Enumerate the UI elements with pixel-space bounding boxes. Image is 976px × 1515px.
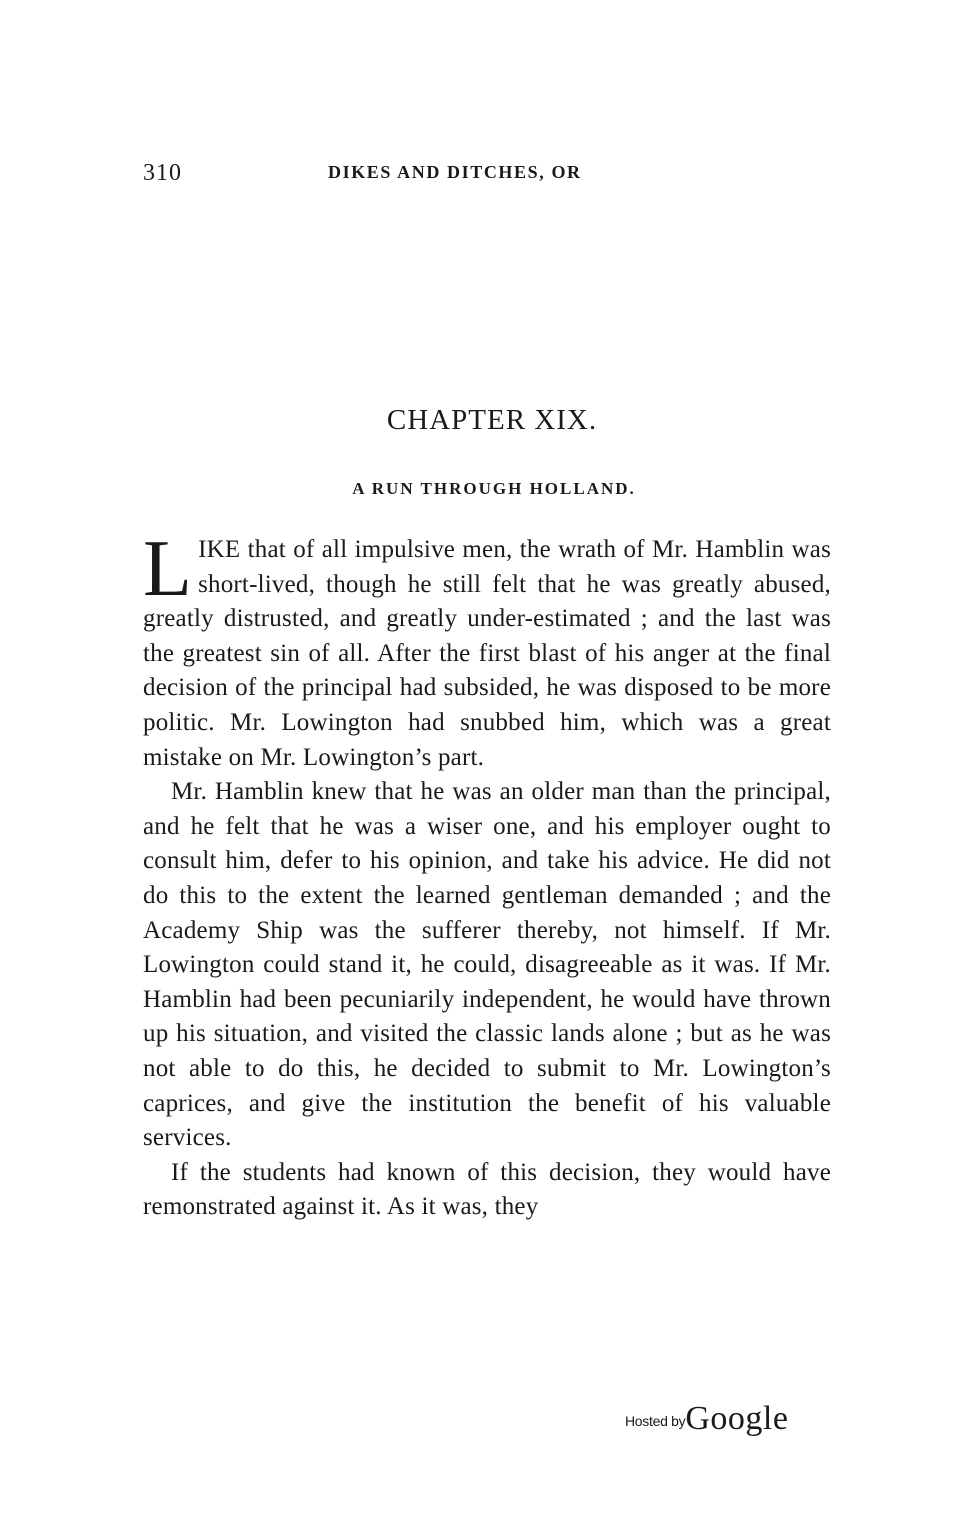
running-title: DIKES AND DITCHES, OR bbox=[328, 162, 582, 182]
chapter-subtitle: A RUN THROUGH HOLLAND. bbox=[352, 479, 636, 498]
running-head bbox=[143, 160, 833, 190]
google-logo: Google bbox=[685, 1400, 789, 1437]
hosted-by-watermark bbox=[625, 1400, 788, 1438]
drop-cap: L bbox=[143, 525, 193, 613]
paragraph-1-text: IKE that of all impulsive men, the wrath of Mr. Hamblin was short-lived, though he still felt that he was greatly abused, greatly distrusted, and greatly under-estimated ; and the last was the greatest sin of all. After the first blast of his anger at the final decision of the principal had subsided, he was disposed to be more politic. Mr. Lowington had snubbed him, which was a great mistake on Mr. Lowington’s part. bbox=[143, 536, 831, 771]
page-number: 310 bbox=[143, 160, 182, 186]
hosted-by-label: Hosted by bbox=[625, 1413, 686, 1429]
chapter-title: CHAPTER XIX. bbox=[386, 404, 598, 436]
paragraph-3: If the students had known of this decision, they would have remonstrated against it. As it was, they bbox=[143, 1158, 831, 1221]
chapter-body bbox=[143, 525, 831, 1225]
paragraph-2: Mr. Hamblin knew that he was an older man than the principal, and he felt that he was a wiser one, and his employer ought to consult him, defer to his opinion, and take his advice. He did not do this to the extent the learned gentleman demanded ; and the Academy Ship was the sufferer thereby, not himself. If Mr. Lowington could stand it, he could, disagreeable as it was. If Mr. Hamblin had been pecuniarily independent, he would have thrown up his situation, and visited the classic lands alone ; but as he was not able to do this, he decided to submit to Mr. Lowington’s caprices, and give the institution the benefit of his valuable services. bbox=[143, 778, 831, 1152]
paragraph-1 bbox=[143, 525, 831, 775]
